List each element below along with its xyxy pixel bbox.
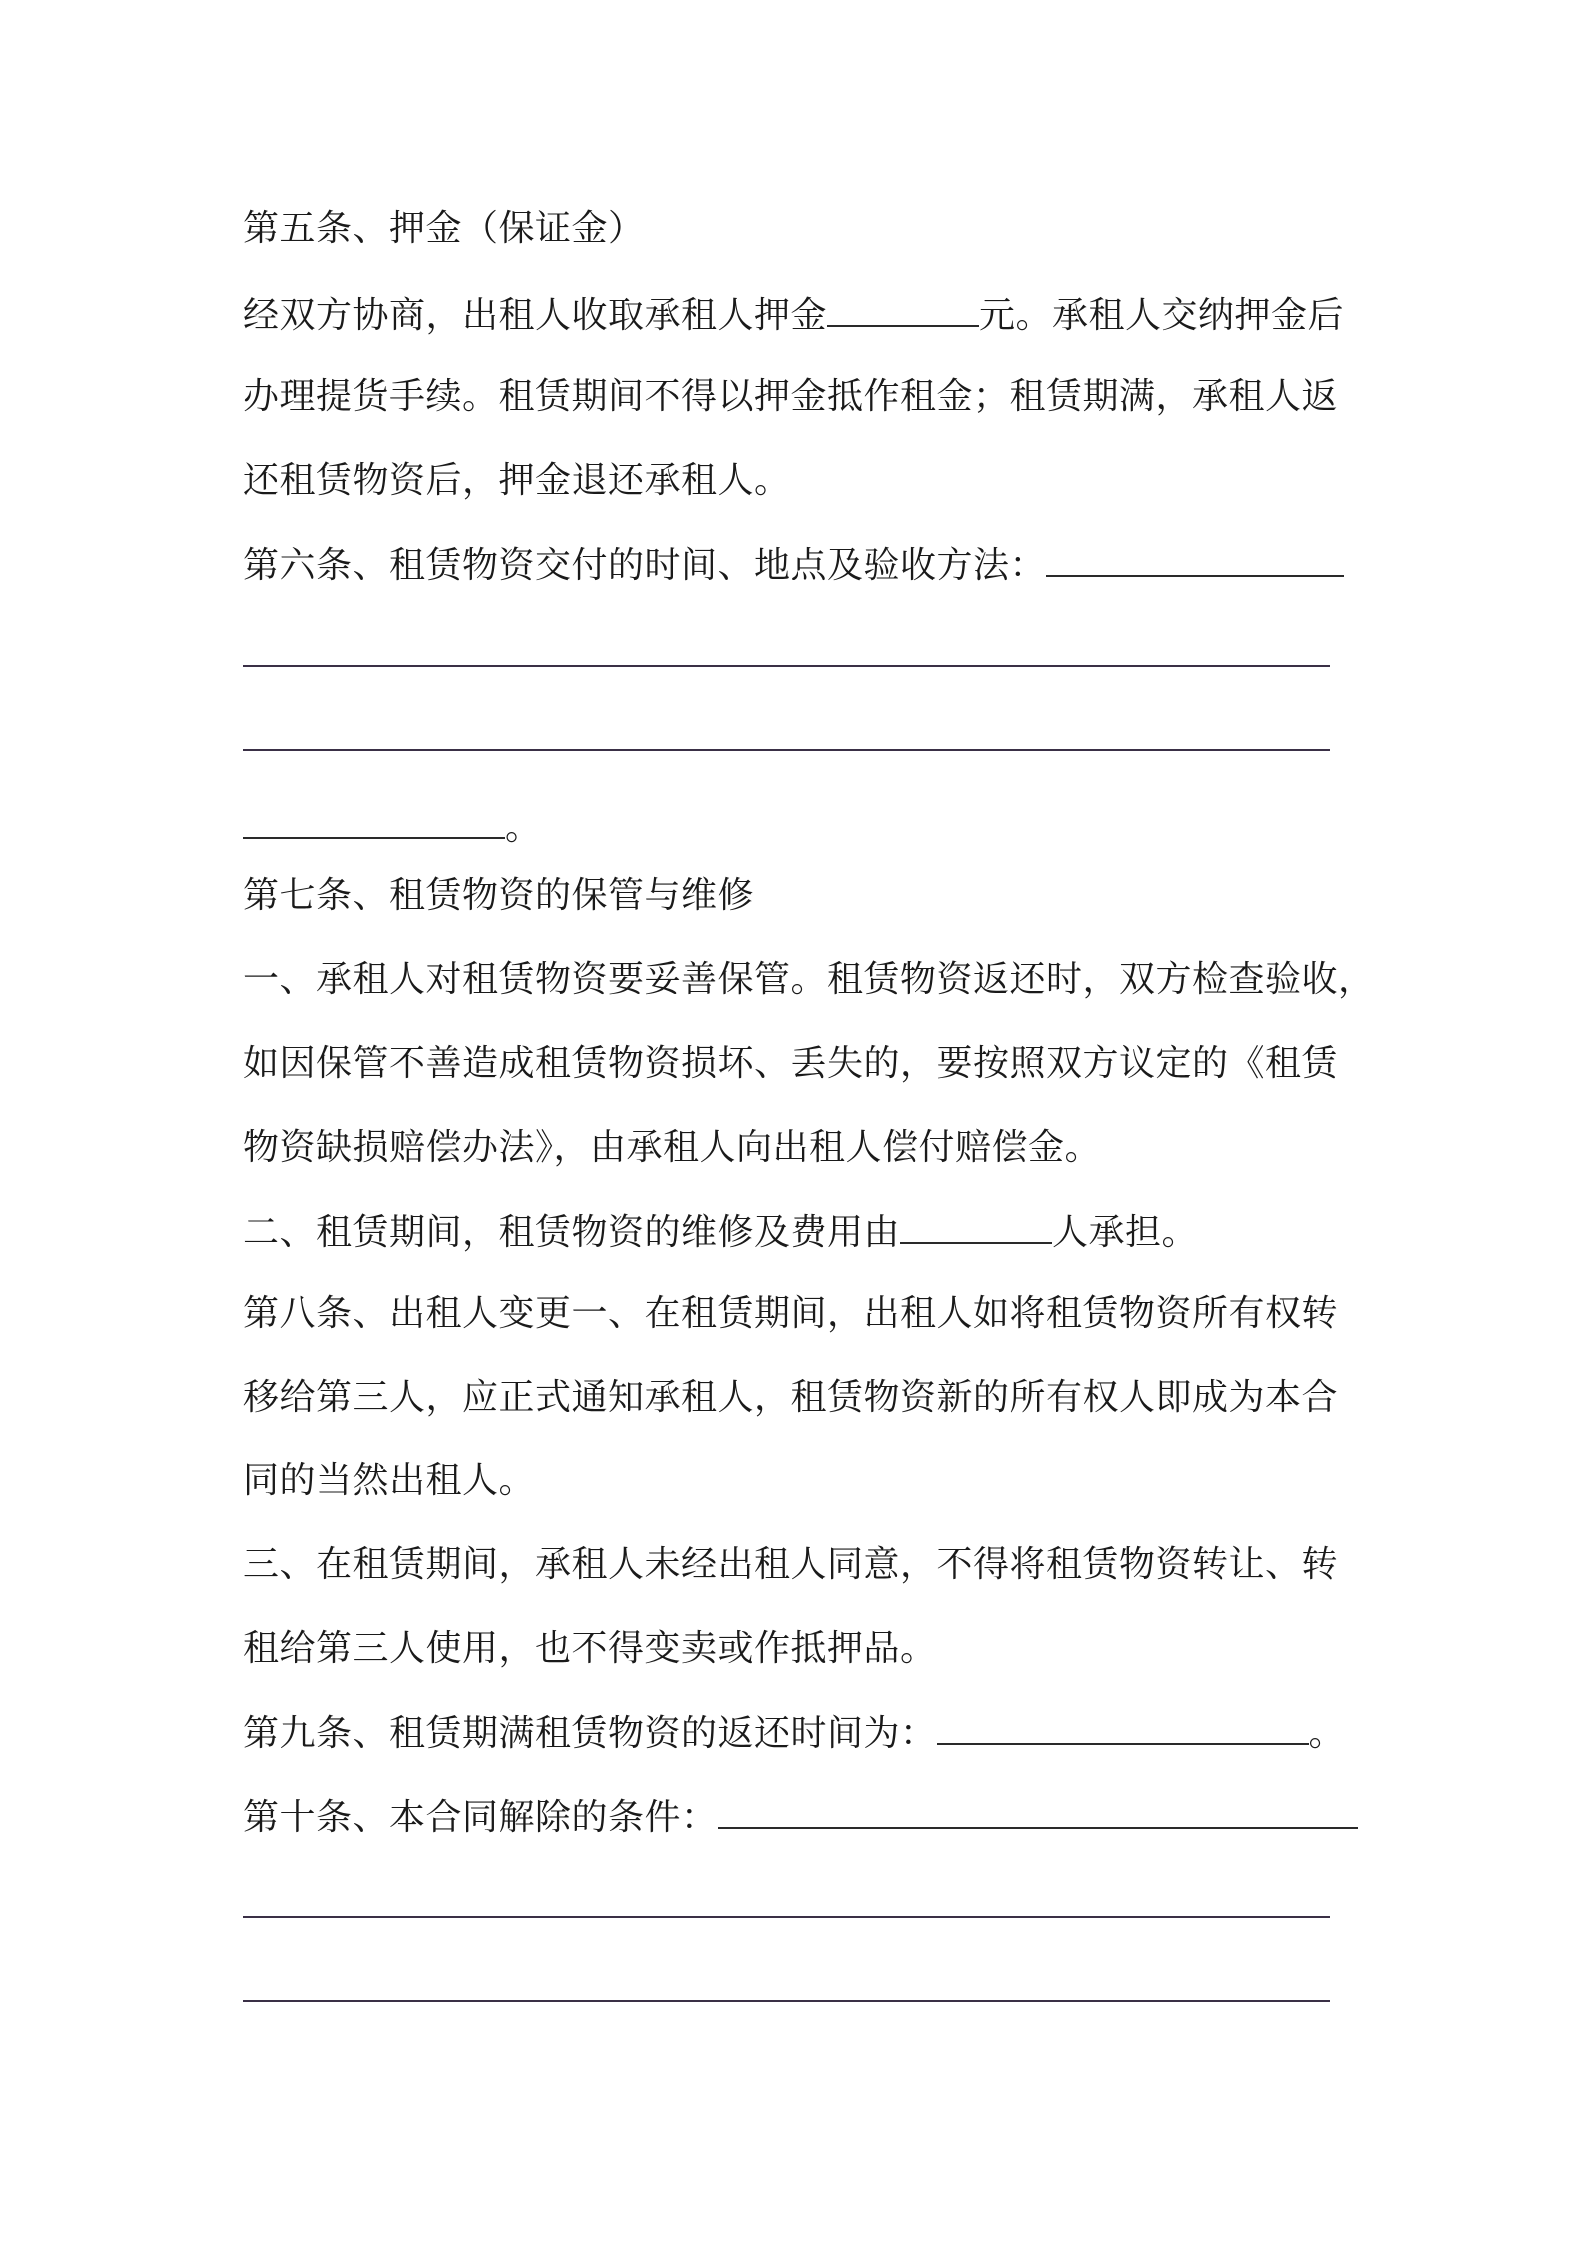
delivery-method-blank-3[interactable] (243, 749, 1330, 751)
article-10-title (243, 1793, 1358, 1841)
article-8-line-2: 移给第三人，应正式通知承租人，租赁物资新的所有权人即成为本合 (243, 1377, 1339, 1418)
article-8-line-3: 同的当然出租人。 (243, 1460, 536, 1501)
article-6-last-line (243, 803, 542, 851)
article-5-line-1-text-a: 经双方协商，出租人收取承租人押金 (243, 295, 828, 336)
article-5-title: 第五条、押金（保证金） (243, 208, 645, 249)
article-9-title (243, 1709, 1345, 1757)
delivery-method-blank-1[interactable] (1046, 541, 1344, 577)
article-8-line-1: 第八条、出租人变更一、在租赁期间，出租人如将租赁物资所有权转 (243, 1293, 1339, 1334)
article-7-p2-text-a: 二、租赁期间，租赁物资的维修及费用由 (243, 1212, 901, 1253)
deposit-amount-blank[interactable] (827, 291, 979, 327)
article-5-line-1 (243, 291, 1344, 339)
article-7-p2-text-b: 人承担。 (1052, 1212, 1199, 1253)
article-8-p3-line-2: 租给第三人使用，也不得变卖或作抵押品。 (243, 1628, 937, 1669)
article-5-line-1-text-b: 元。承租人交纳押金后 (979, 295, 1345, 336)
article-6-end-mark: 。 (505, 807, 542, 848)
article-10-title-text: 第十条、本合同解除的条件： (243, 1797, 718, 1838)
article-7-p1-line-3: 物资缺损赔偿办法》，由承租人向出租人偿付赔偿金。 (243, 1127, 1102, 1168)
article-5-line-3: 还租赁物资后，押金退还承租人。 (243, 460, 791, 501)
article-6-title-text: 第六条、租赁物资交付的时间、地点及验收方法： (243, 545, 1047, 586)
termination-conditions-blank-1[interactable] (718, 1793, 1358, 1829)
termination-conditions-blank-2[interactable] (243, 1916, 1330, 1918)
maintenance-party-blank[interactable] (900, 1208, 1052, 1244)
article-7-p1-line-1: 一、承租人对租赁物资要妥善保管。租赁物资返还时，双方检查验收， (243, 959, 1375, 1000)
return-time-blank[interactable] (937, 1709, 1309, 1745)
delivery-method-blank-4[interactable] (243, 803, 505, 839)
delivery-method-blank-2[interactable] (243, 665, 1330, 667)
termination-conditions-blank-3[interactable] (243, 2000, 1330, 2002)
article-7-p1-line-2: 如因保管不善造成租赁物资损坏、丢失的，要按照双方议定的《租赁 (243, 1043, 1339, 1084)
article-9-end-mark: 。 (1308, 1713, 1346, 1754)
article-6-title (243, 541, 1344, 589)
article-5-line-2: 办理提货手续。租赁期间不得以押金抵作租金；租赁期满，承租人返 (243, 376, 1339, 417)
article-7-p2 (243, 1208, 1198, 1256)
article-8-p3-line-1: 三、在租赁期间，承租人未经出租人同意，不得将租赁物资转让、转 (243, 1544, 1339, 1585)
article-9-title-text: 第九条、租赁期满租赁物资的返还时间为： (243, 1713, 937, 1754)
article-7-title: 第七条、租赁物资的保管与维修 (243, 875, 755, 916)
